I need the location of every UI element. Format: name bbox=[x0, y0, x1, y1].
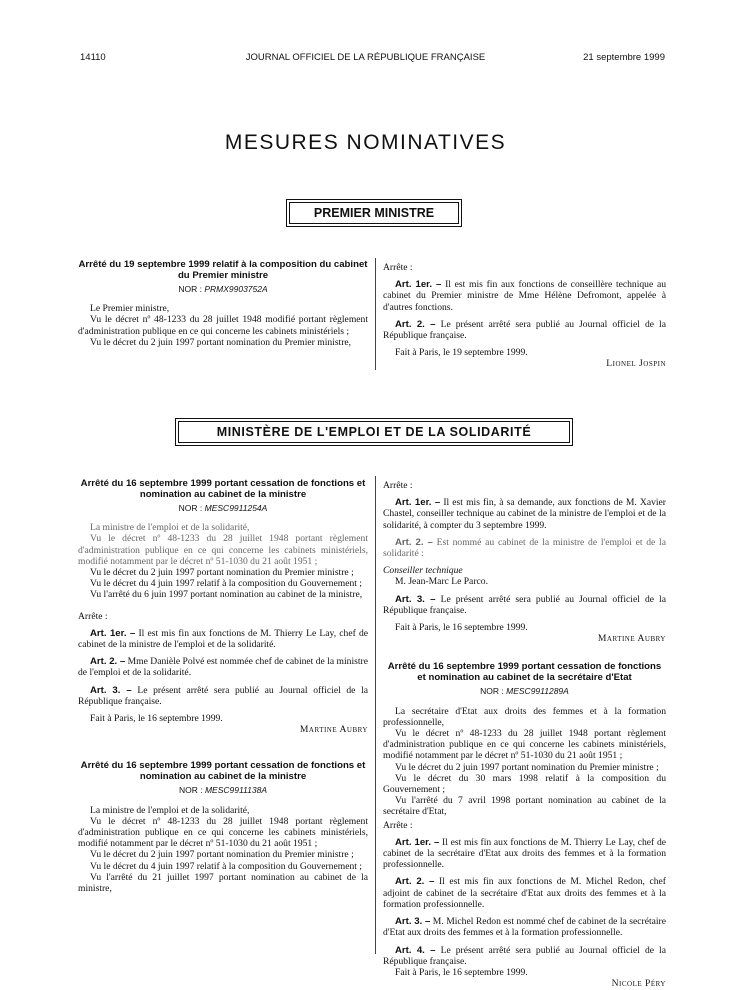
paragraph: Vu le décret du 2 juin 1997 portant nomination du Premier ministre ; bbox=[90, 567, 354, 579]
signing-date: Fait à Paris, le 16 septembre 1999. bbox=[90, 713, 223, 725]
article-1: Art. 1er. – Il est mis fin aux fonctions de M. Thierry Le Lay, chef de cabinet de la ministre de l'emploi et de la solidarité. bbox=[78, 627, 369, 651]
paragraph: La secrétaire d'Etat aux droits des femmes et à la formation professionnelle, bbox=[383, 705, 666, 728]
arrete-label: Arrête : bbox=[383, 262, 413, 273]
paragraph: Vu le décret nº 48-1233 du 28 juillet 1948 portant règlement d'administration publique en ce qui concerne les cabinets ministériels, modifié notamment par le décret nº 51-1030 du 21 août 1951 ; bbox=[78, 533, 368, 567]
paragraph: Vu le décret du 2 juin 1997 portant nomination du Premier ministre, bbox=[90, 336, 352, 348]
paragraph: Vu le décret nº 48-1233 du 28 juillet 1948 portant règlement d'administration publique en ce qui concerne les cabinets ministériels, modifié notamment par le décret nº 51-1030 du 21 août 1951 ; bbox=[383, 728, 666, 762]
article-3: Art. 3. – M. Michel Redon est nommé chef de cabinet de la secrétaire d'Etat aux droits des femmes et à la formation professionnelle. bbox=[383, 916, 666, 939]
decree-heading: Arrêté du 16 septembre 1999 portant cessation de fonctions et nomination au cabinet de la ministre bbox=[80, 760, 366, 782]
decree-heading: Arrêté du 16 septembre 1999 portant cessation de fonctions et nomination au cabinet de la secrétaire d'Etat bbox=[387, 661, 662, 683]
article-2: Art. 2. – Il est mis fin aux fonctions de M. Michel Redon, chef adjoint de cabinet de la secrétaire d'Etat aux droits des femmes et à la formation professionnelle. bbox=[383, 876, 666, 910]
column-divider bbox=[375, 258, 376, 370]
arrete-label: Arrête : bbox=[78, 610, 108, 622]
paragraph: Vu le décret nº 48-1233 du 28 juillet 1948 portant règlement d'administration publique en ce qui concerne les cabinets ministériels, modifié notamment par le décret nº 51-1030 du 21 août 1951 ; bbox=[78, 815, 368, 850]
paragraph: Vu l'arrêté du 7 avril 1998 portant nomination au cabinet de la secrétaire d'Etat, bbox=[383, 795, 666, 818]
issue-date: 21 septembre 1999 bbox=[583, 52, 665, 63]
signature: Martine Aubry bbox=[597, 633, 666, 645]
paragraph: Vu le décret nº 48-1233 du 28 juillet 1948 modifié portant règlement d'administration publique en ce qui concerne les cabinets ministériels ; bbox=[78, 314, 368, 337]
nor-reference: NOR : MESC9911254A bbox=[178, 503, 268, 513]
page-title: MESURES NOMINATIVES bbox=[224, 131, 507, 154]
nor-reference: NOR : PRMX9903752A bbox=[178, 284, 268, 294]
paragraph: Vu le décret du 2 juin 1997 portant nomination du Premier ministre ; bbox=[395, 761, 659, 773]
signing-date: Fait à Paris, le 16 septembre 1999. bbox=[395, 622, 528, 634]
decree-premier-ministre-articles bbox=[383, 262, 666, 370]
journal-title: JOURNAL OFFICIEL DE LA RÉPUBLIQUE FRANÇAISE bbox=[245, 52, 486, 63]
paragraph: Vu l'arrêté du 21 juillet 1997 portant nomination au cabinet de la ministre, bbox=[78, 871, 368, 895]
column-divider bbox=[375, 476, 376, 954]
nor-reference: NOR : MESC9911289A bbox=[480, 686, 569, 697]
decree-heading: Arrêté du 19 septembre 1999 relatif à la composition du cabinet du Premier ministre bbox=[78, 259, 368, 281]
article-1: Art. 1er. – Il est mis fin aux fonctions de M. Thierry Le Lay, chef de cabinet de la secrétaire d'Etat aux droits des femmes et à la formation professionnelle. bbox=[383, 836, 666, 871]
signature: Martine Aubry bbox=[299, 724, 368, 736]
role-title: Conseiller technique bbox=[383, 565, 463, 577]
article-1: Art. 1er. – Il est mis fin aux fonctions de conseillère technique au cabinet du Premier ministre de Mme Hélène Defromont, appelée à d'autres fonctions. bbox=[383, 279, 666, 313]
section-title-text: MINISTÈRE DE L'EMPLOI ET DE LA SOLIDARITÉ bbox=[178, 421, 570, 443]
signature: Lionel Jospin bbox=[606, 358, 666, 370]
paragraph: Vu le décret du 30 mars 1998 relatif à la composition du Gouvernement ; bbox=[383, 772, 666, 796]
article-1: Art. 1er. – Il est mis fin, à sa demande, aux fonctions de M. Xavier Chastel, conseiller technique au cabinet de la ministre de l'emploi et de la solidarité, à compter du 3 septembre 1999. bbox=[383, 497, 666, 531]
signature: Nicole Péry bbox=[611, 978, 666, 990]
nor-reference: NOR : MESC9911138A bbox=[178, 785, 268, 796]
paragraph: La ministre de l'emploi et de la solidarité, bbox=[90, 522, 250, 534]
article-2: Art. 2. – Est nommé au cabinet de la ministre de l'emploi et de la solidarité : bbox=[383, 536, 666, 560]
section-title-text: PREMIER MINISTRE bbox=[289, 202, 459, 224]
page-number: 14110 bbox=[80, 52, 106, 63]
paragraph: Vu le décret du 4 juin 1997 relatif à la composition du Gouvernement ; bbox=[90, 860, 362, 872]
paragraph: La ministre de l'emploi et de la solidarité, bbox=[90, 804, 250, 816]
article-3: Art. 3. – Le présent arrêté sera publié au Journal officiel de la République française. bbox=[383, 593, 666, 616]
section-title-ministere-emploi bbox=[175, 418, 573, 446]
decree-emploi-left bbox=[78, 479, 368, 894]
article-4: Art. 4. – Le présent arrêté sera publié au Journal officiel de la République française. bbox=[383, 944, 666, 967]
article-2: Art. 2. – Le présent arrêté sera publié au Journal officiel de la République française. bbox=[383, 318, 666, 342]
arrete-label: Arrête : bbox=[383, 819, 413, 831]
paragraph: Vu l'arrêté du 6 juin 1997 portant nomination au cabinet de la ministre, bbox=[90, 589, 363, 601]
paragraph: Vu le décret du 2 juin 1997 portant nomination du Premier ministre ; bbox=[90, 849, 354, 861]
appointee: M. Jean-Marc Le Parco. bbox=[395, 576, 488, 588]
arrete-label: Arrête : bbox=[383, 480, 413, 491]
section-title-premier-ministre bbox=[286, 199, 462, 227]
article-2: Art. 2. – Mme Danièle Polvé est nommée chef de cabinet de la ministre de l'emploi et de la solidarité. bbox=[78, 656, 368, 679]
decree-heading: Arrêté du 16 septembre 1999 portant cessation de fonctions et nomination au cabinet de la ministre bbox=[80, 478, 366, 500]
decree-premier-ministre bbox=[78, 260, 368, 348]
decree-emploi-right bbox=[383, 480, 666, 989]
paragraph: Vu le décret du 4 juin 1997 relatif à la composition du Gouvernement ; bbox=[90, 578, 362, 590]
paragraph: Le Premier ministre, bbox=[90, 303, 170, 315]
signing-date: Fait à Paris, le 19 septembre 1999. bbox=[395, 347, 528, 359]
signing-date: Fait à Paris, le 16 septembre 1999. bbox=[395, 966, 528, 978]
article-3: Art. 3. – Le présent arrêté sera publié au Journal officiel de la République française. bbox=[78, 684, 368, 707]
